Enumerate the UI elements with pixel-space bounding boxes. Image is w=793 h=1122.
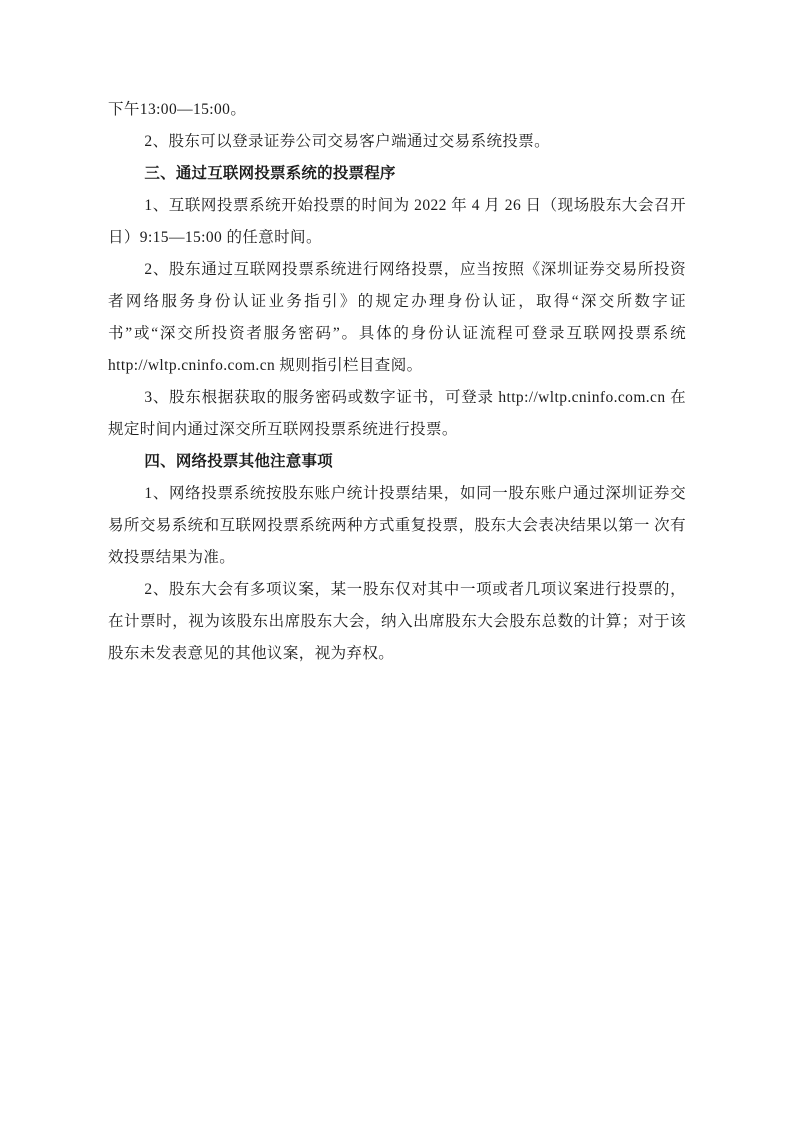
paragraph-identity-authentication: 2、股东通过互联网投票系统进行网络投票，应当按照《深圳证券交易所投资者网络服务身份认证业务指引》的规定办理身份认证，取得“深交所数字证书”或“深交所投资者服务密码”。具体的身份认证流程可登录互联网投票系统 http://wltp.cninfo.com.cn 规则指引栏目查阅。 bbox=[108, 261, 686, 374]
paragraph-login-and-vote: 3、股东根据获取的服务密码或数字证书，可登录 http://wltp.cninfo.com.cn 在规定时间内通过深交所互联网投票系统进行投票。 bbox=[108, 389, 686, 438]
section-heading-other-notes: 四、网络投票其他注意事项 bbox=[144, 453, 333, 470]
paragraph-partial-voting-rule: 2、股东大会有多项议案，某一股东仅对其中一项或者几项议案进行投票的，在计票时，视为该股东出席股东大会，纳入出席股东大会股东总数的计算；对于该股东未发表意见的其他议案，视为弃权。 bbox=[108, 581, 686, 662]
paragraph-voting-start-time: 1、互联网投票系统开始投票的时间为 2022 年 4 月 26 日（现场股东大会召开日）9:15—15:00 的任意时间。 bbox=[108, 197, 686, 246]
section-heading-internet-voting-procedure: 三、通过互联网投票系统的投票程序 bbox=[144, 165, 396, 182]
document-text-block bbox=[108, 94, 686, 670]
paragraph-duplicate-voting-rule: 1、网络投票系统按股东账户统计投票结果，如同一股东账户通过深圳证券交易所交易系统和互联网投票系统两种方式重复投票，股东大会表决结果以第一 次有效投票结果为准。 bbox=[108, 485, 686, 566]
paragraph-trading-client-voting: 2、股东可以登录证券公司交易客户端通过交易系统投票。 bbox=[144, 133, 551, 150]
paragraph-time-range-continuation: 下午13:00—15:00。 bbox=[108, 101, 247, 118]
